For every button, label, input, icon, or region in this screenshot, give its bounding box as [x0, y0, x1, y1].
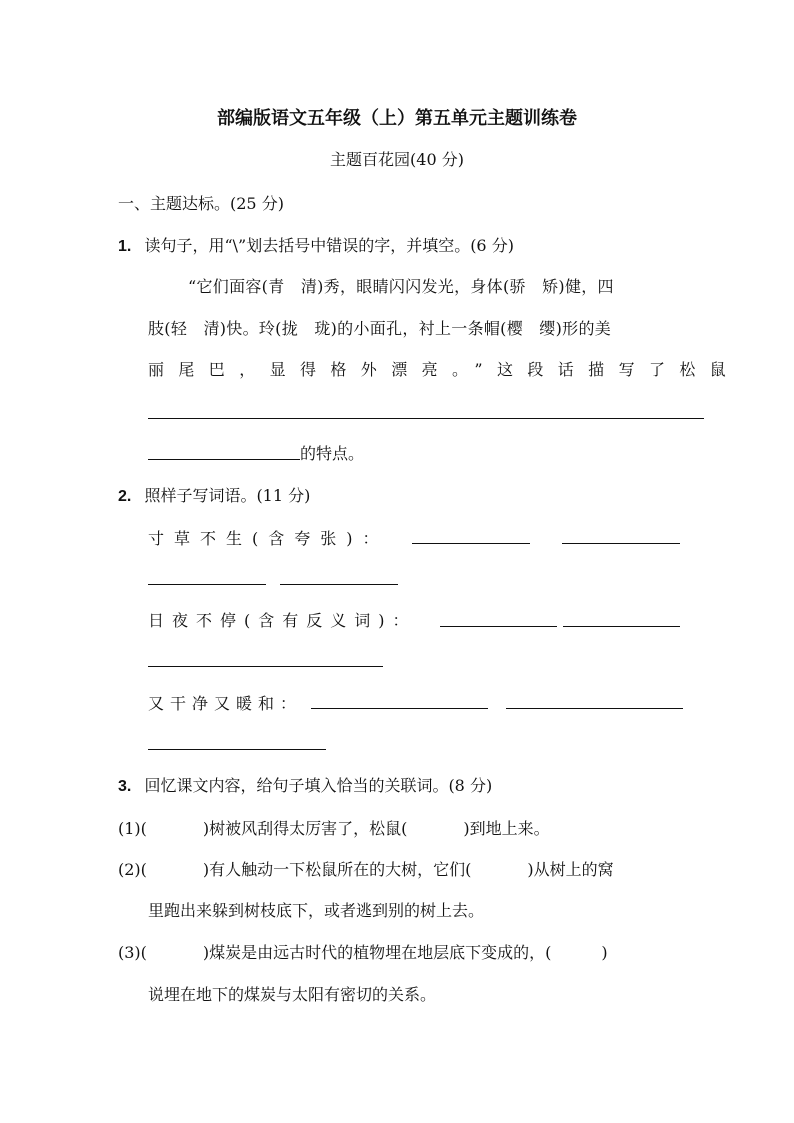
question-instruction: 回忆课文内容，给句子填入恰当的关联词。(8 分) — [144, 776, 493, 795]
sentence-text: ) — [601, 943, 608, 962]
sentence-text: )到地上来。 — [463, 819, 550, 838]
question-3 — [118, 773, 492, 796]
sentence-prefix: (1)( — [118, 819, 147, 838]
sentence-2 — [118, 857, 614, 880]
sentence-text: )从树上的窝 — [527, 860, 614, 879]
sentence-3 — [118, 940, 608, 963]
page-title: 部编版语文五年级（上）第五单元主题训练卷 — [217, 108, 577, 129]
section-heading: 一、主题达标。(25 分) — [118, 194, 284, 213]
example-word-1: 寸草不生(含夸张)： — [148, 529, 389, 548]
answer-blank[interactable] — [148, 418, 704, 419]
answer-blank[interactable] — [148, 666, 383, 667]
sentence-1 — [118, 816, 550, 839]
sentence-text: )有人触动一下松鼠所在的大树，它们( — [202, 860, 472, 879]
example-word-2: 日夜不停(含有反义词)： — [148, 611, 417, 630]
example-word-3: 又干净又暖和： — [148, 694, 303, 713]
sentence-text: )煤炭是由远古时代的植物埋在地层底下变成的，( — [202, 943, 552, 962]
answer-blank[interactable] — [412, 543, 530, 544]
question-instruction: 照样子写词语。(11 分) — [144, 486, 311, 505]
sentence-text: )树被风刮得太厉害了，松鼠( — [202, 819, 408, 838]
answer-blank[interactable] — [280, 584, 398, 585]
question-2 — [118, 483, 310, 506]
answer-suffix: 的特点。 — [300, 444, 365, 463]
sentence-prefix: (2)( — [118, 860, 147, 879]
page-subtitle: 主题百花园(40 分) — [330, 150, 464, 169]
sentence-2-continued: 里跑出来躲到树枝底下，或者逃到别的树上去。 — [148, 901, 485, 920]
question-number: 1. — [118, 238, 132, 255]
answer-blank[interactable] — [148, 584, 266, 585]
passage-line-3: 丽尾巴，显得格外漂亮。”这段话描写了松鼠 — [148, 360, 741, 379]
passage-line-2: 肢(轻 清)快。玲(拢 珑)的小面孔，衬上一条帽(樱 缨)形的美 — [148, 319, 612, 338]
answer-blank[interactable] — [440, 626, 557, 627]
answer-blank[interactable] — [562, 543, 680, 544]
answer-blank[interactable] — [148, 459, 300, 460]
answer-blank[interactable] — [563, 626, 680, 627]
sentence-prefix: (3)( — [118, 943, 147, 962]
question-instruction: 读句子，用“\”划去括号中错误的字，并填空。(6 分) — [144, 236, 514, 255]
question-number: 2. — [118, 488, 132, 505]
question-1 — [118, 233, 514, 256]
passage-line-1: “它们面容(青 清)秀，眼睛闪闪发光，身体(骄 矫)健，四 — [188, 277, 614, 296]
answer-blank[interactable] — [506, 708, 683, 709]
answer-blank[interactable] — [148, 749, 326, 750]
answer-blank[interactable] — [311, 708, 488, 709]
question-number: 3. — [118, 778, 132, 795]
sentence-3-continued: 说埋在地下的煤炭与太阳有密切的关系。 — [148, 985, 437, 1004]
